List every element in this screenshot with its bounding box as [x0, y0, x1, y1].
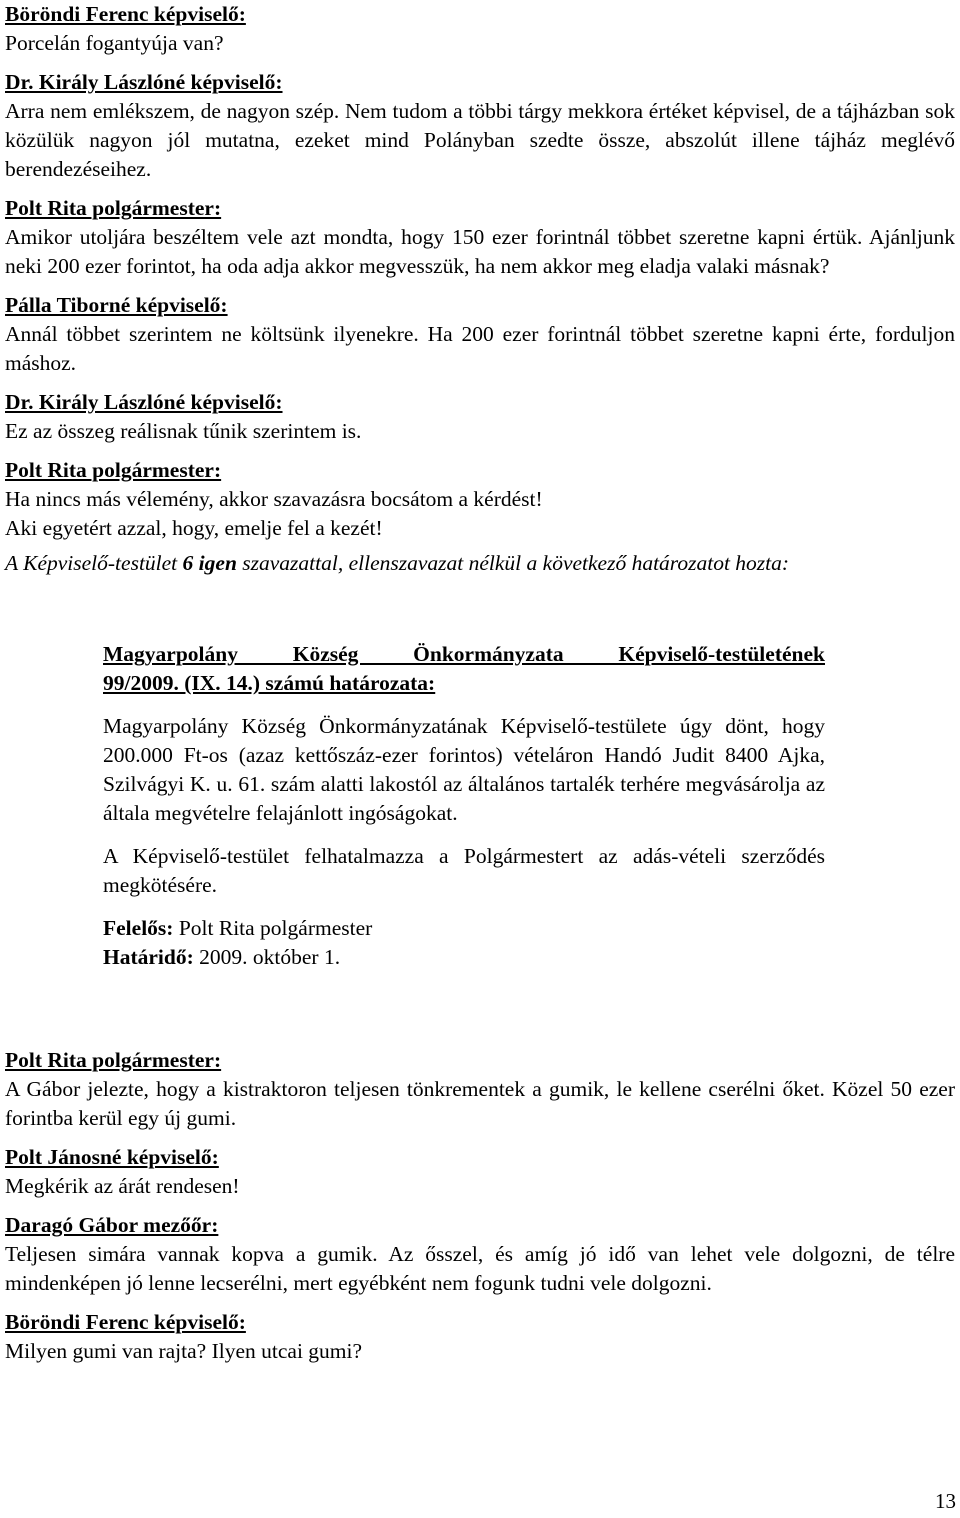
dialogue-entry: [5, 194, 955, 281]
speaker-name: Böröndi Ferenc képviselő:: [5, 2, 246, 26]
resolution-title-line1: Magyarpolány Község Önkormányzata Képviselő-testületének: [103, 642, 825, 666]
minutes-upper-section: [5, 0, 955, 578]
speech-text: Aki egyetért azzal, hogy, emelje fel a kezét!: [5, 516, 383, 540]
speaker-name: Polt Rita polgármester:: [5, 196, 222, 220]
dialogue-entry: [5, 0, 955, 58]
speaker-name: Polt Rita polgármester:: [5, 458, 222, 482]
speech-text: Ez az összeg reálisnak tűnik szerintem is.: [5, 419, 362, 443]
minutes-lower-section: [5, 1046, 955, 1366]
deadline-value: 2009. október 1.: [193, 945, 341, 969]
vote-count: 6 igen: [182, 551, 237, 575]
speech-text: A Gábor jelezte, hogy a kistraktoron teljesen tönkrementek a gumik, le kellene cserélni őket. Közel 50 ezer forintba kerül egy új gumi.: [5, 1077, 955, 1130]
speaker-name: Dr. Király Lászlóné képviselő:: [5, 390, 283, 414]
dialogue-entry: [5, 1143, 955, 1201]
page-number: 13: [935, 1489, 956, 1513]
speaker-name: Polt Rita polgármester:: [5, 1048, 222, 1072]
responsible-label: Felelős:: [103, 916, 174, 940]
dialogue-entry: [5, 1211, 955, 1298]
deadline-label: Határidő:: [103, 945, 194, 969]
speech-text: Annál többet szerintem ne költsünk ilyenekre. Ha 200 ezer forintnál többet szeretne kapni érte, forduljon máshoz.: [5, 322, 955, 375]
resolution-block: [103, 640, 825, 972]
dialogue-entry: [5, 456, 955, 543]
speaker-name: Böröndi Ferenc képviselő:: [5, 1310, 246, 1334]
speaker-name: Polt Jánosné képviselő:: [5, 1145, 219, 1169]
vote-summary-suffix: szavazattal, ellenszavazat nélkül a következő határozatot hozta:: [236, 551, 790, 575]
resolution-paragraph: Magyarpolány Község Önkormányzatának Képviselő-testülete úgy dönt, hogy 200.000 Ft-os (azaz kettőszáz-ezer forintos) vételáron Handó Judit 8400 Ajka, Szilvágyi K. u. 61. szám alatti lakostól az általános tartalék terhére megvásárolja az általa megvételre felajánlott ingóságokat.: [103, 714, 825, 825]
resolution-responsible: [103, 914, 825, 972]
speaker-name: Dr. Király Lászlóné képviselő:: [5, 70, 283, 94]
resolution-title: [103, 640, 825, 698]
resolution-title-line2: 99/2009. (IX. 14.) számú határozata:: [103, 671, 436, 695]
dialogue-entry: [5, 1308, 955, 1366]
dialogue-entry: [5, 1046, 955, 1133]
speech-text: Arra nem emlékszem, de nagyon szép. Nem tudom a többi tárgy mekkora értéket képvisel, de a tájházban sok közülük nagyon jól mutatna, ezeket mind Polányban szedte össze, abszolút illene tájház meglévő berendezéseihez.: [5, 99, 955, 181]
dialogue-entry: [5, 291, 955, 378]
speech-text: Amikor utoljára beszéltem vele azt mondta, hogy 150 ezer forintnál többet szeretne kapni értük. Ajánljunk neki 200 ezer forintot, ha oda adja akkor megvesszük, ha nem akkor meg eladja valaki másnak?: [5, 225, 955, 278]
speech-text: Milyen gumi van rajta? Ilyen utcai gumi?: [5, 1339, 363, 1363]
speaker-name: Pálla Tiborné képviselő:: [5, 293, 228, 317]
speech-text: Teljesen simára vannak kopva a gumik. Az ősszel, és amíg jó idő van lehet vele dolgozni, de télre mindenképen jó lenne lecserélni, mert egyébként nem fogunk tudni vele dolgozni.: [5, 1242, 955, 1295]
dialogue-entry: [5, 388, 955, 446]
vote-summary: [5, 549, 955, 578]
resolution-paragraph: A Képviselő-testület felhatalmazza a Polgármestert az adás-vételi szerződés megkötésére.: [103, 844, 825, 897]
speaker-name: Daragó Gábor mezőőr:: [5, 1213, 219, 1237]
dialogue-entry: [5, 68, 955, 184]
responsible-value: Polt Rita polgármester: [173, 916, 373, 940]
speech-text: Megkérik az árát rendesen!: [5, 1174, 240, 1198]
speech-text: Porcelán fogantyúja van?: [5, 31, 224, 55]
vote-summary-prefix: A Képviselő-testület: [5, 551, 183, 575]
speech-text: Ha nincs más vélemény, akkor szavazásra bocsátom a kérdést!: [5, 487, 543, 511]
